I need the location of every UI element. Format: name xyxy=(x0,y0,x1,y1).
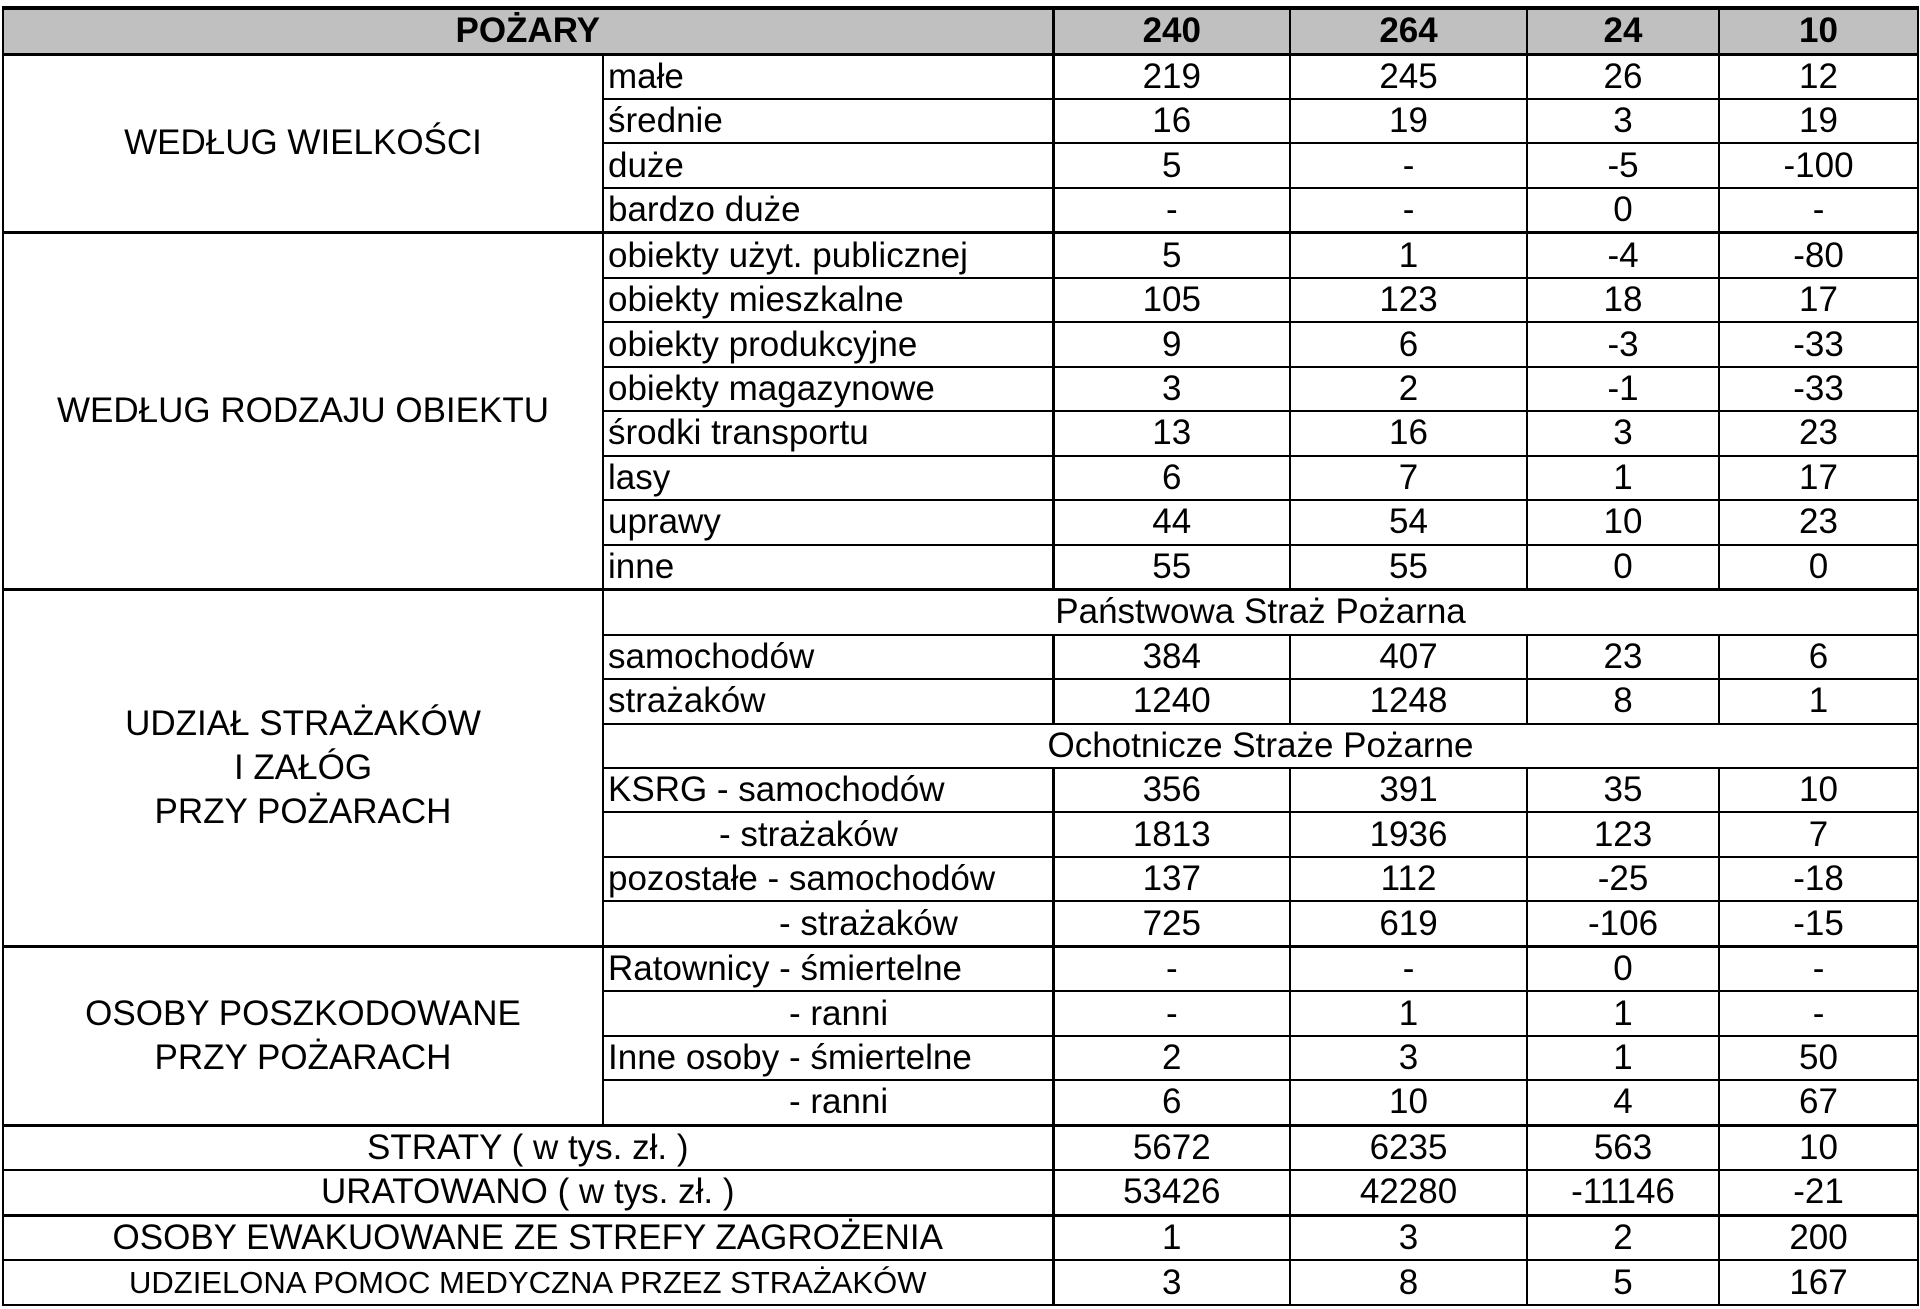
cell-value: 53426 xyxy=(1053,1170,1290,1215)
cell-value: -5 xyxy=(1527,143,1719,187)
cell-value: 0 xyxy=(1527,545,1719,590)
row-label: pozostałe - samochodów xyxy=(603,857,1053,901)
cell-value: 17 xyxy=(1719,278,1918,322)
header-value: 24 xyxy=(1527,8,1719,54)
total-label: URATOWANO ( w tys. zł. ) xyxy=(3,1170,1053,1215)
cell-value: 123 xyxy=(1290,278,1527,322)
cell-value: 1936 xyxy=(1290,812,1527,856)
section-title-line: PRZY POŻARACH xyxy=(154,1037,452,1077)
row-label: uprawy xyxy=(603,500,1053,544)
cell-value: 26 xyxy=(1527,54,1719,99)
cell-value: 10 xyxy=(1719,1125,1918,1170)
cell-value: 137 xyxy=(1053,857,1290,901)
cell-value: 391 xyxy=(1290,768,1527,812)
header-value: 10 xyxy=(1719,8,1918,54)
section-title-line: PRZY POŻARACH xyxy=(154,791,452,831)
row-label: - strażaków xyxy=(603,812,1053,856)
cell-value: 54 xyxy=(1290,500,1527,544)
row-label: KSRG - samochodów xyxy=(603,768,1053,812)
cell-value: 5 xyxy=(1053,233,1290,278)
cell-value: 619 xyxy=(1290,901,1527,946)
section-title-line: OSOBY POSZKODOWANE xyxy=(85,993,521,1033)
table-row xyxy=(3,590,1918,635)
cell-value: 3 xyxy=(1527,411,1719,455)
row-label: obiekty użyt. publicznej xyxy=(603,233,1053,278)
cell-value: 725 xyxy=(1053,901,1290,946)
cell-value: 0 xyxy=(1527,188,1719,233)
cell-value: 23 xyxy=(1719,411,1918,455)
cell-value: 2 xyxy=(1290,367,1527,411)
cell-value: -18 xyxy=(1719,857,1918,901)
cell-value: 19 xyxy=(1719,99,1918,143)
cell-value: 6 xyxy=(1053,456,1290,500)
cell-value: 112 xyxy=(1290,857,1527,901)
section-title-line: UDZIAŁ STRAŻAKÓW xyxy=(125,703,481,743)
cell-value: - xyxy=(1290,188,1527,233)
cell-value: 384 xyxy=(1053,635,1290,679)
header-label: POŻARY xyxy=(3,8,1053,54)
row-label: - ranni xyxy=(603,991,1053,1035)
cell-value: 1 xyxy=(1053,1215,1290,1260)
cell-value: - xyxy=(1053,991,1290,1035)
cell-value: 407 xyxy=(1290,635,1527,679)
fire-statistics-table xyxy=(2,6,1919,1306)
cell-value: -21 xyxy=(1719,1170,1918,1215)
cell-value: -3 xyxy=(1527,322,1719,366)
cell-value: 3 xyxy=(1527,99,1719,143)
cell-value: 18 xyxy=(1527,278,1719,322)
cell-value: 7 xyxy=(1290,456,1527,500)
cell-value: 1 xyxy=(1290,991,1527,1035)
cell-value: - xyxy=(1719,991,1918,1035)
cell-value: 1248 xyxy=(1290,679,1527,723)
row-label: duże xyxy=(603,143,1053,187)
table-row xyxy=(3,1260,1918,1305)
row-label: obiekty mieszkalne xyxy=(603,278,1053,322)
cell-value: 6 xyxy=(1290,322,1527,366)
cell-value: -25 xyxy=(1527,857,1719,901)
cell-value: 1813 xyxy=(1053,812,1290,856)
cell-value: 9 xyxy=(1053,322,1290,366)
table-row xyxy=(3,233,1918,278)
cell-value: 10 xyxy=(1290,1080,1527,1125)
section-title-injured xyxy=(3,946,603,1125)
cell-value: 1 xyxy=(1290,233,1527,278)
section-title-size: WEDŁUG WIELKOŚCI xyxy=(3,54,603,233)
cell-value: 16 xyxy=(1053,99,1290,143)
cell-value: -33 xyxy=(1719,322,1918,366)
cell-value: 6235 xyxy=(1290,1125,1527,1170)
table-row xyxy=(3,1170,1918,1215)
cell-value: 1 xyxy=(1527,991,1719,1035)
cell-value: 17 xyxy=(1719,456,1918,500)
cell-value: 3 xyxy=(1053,1260,1290,1305)
cell-value: -15 xyxy=(1719,901,1918,946)
cell-value: -33 xyxy=(1719,367,1918,411)
cell-value: - xyxy=(1290,143,1527,187)
total-label: STRATY ( w tys. zł. ) xyxy=(3,1125,1053,1170)
row-label: obiekty produkcyjne xyxy=(603,322,1053,366)
table-row xyxy=(3,1125,1918,1170)
cell-value: 245 xyxy=(1290,54,1527,99)
cell-value: 67 xyxy=(1719,1080,1918,1125)
header-value: 264 xyxy=(1290,8,1527,54)
total-label: OSOBY EWAKUOWANE ZE STREFY ZAGROŻENIA xyxy=(3,1215,1053,1260)
cell-value: -1 xyxy=(1527,367,1719,411)
cell-value: 6 xyxy=(1719,635,1918,679)
cell-value: 3 xyxy=(1053,367,1290,411)
cell-value: 19 xyxy=(1290,99,1527,143)
row-label: strażaków xyxy=(603,679,1053,723)
cell-value: 23 xyxy=(1719,500,1918,544)
row-label: inne xyxy=(603,545,1053,590)
subgroup-osp: Ochotnicze Straże Pożarne xyxy=(603,724,1918,768)
cell-value: 10 xyxy=(1527,500,1719,544)
cell-value: - xyxy=(1719,188,1918,233)
cell-value: 12 xyxy=(1719,54,1918,99)
row-label: samochodów xyxy=(603,635,1053,679)
cell-value: 5 xyxy=(1527,1260,1719,1305)
header-value: 240 xyxy=(1053,8,1290,54)
row-label: bardzo duże xyxy=(603,188,1053,233)
subgroup-psp: Państwowa Straż Pożarna xyxy=(603,590,1918,635)
cell-value: 3 xyxy=(1290,1215,1527,1260)
cell-value: 8 xyxy=(1290,1260,1527,1305)
cell-value: 219 xyxy=(1053,54,1290,99)
cell-value: 16 xyxy=(1290,411,1527,455)
section-title-firefighters xyxy=(3,590,603,947)
row-label: Inne osoby - śmiertelne xyxy=(603,1036,1053,1080)
cell-value: -100 xyxy=(1719,143,1918,187)
section-title-line: I ZAŁÓG xyxy=(233,747,373,787)
cell-value: 55 xyxy=(1053,545,1290,590)
table-row xyxy=(3,54,1918,99)
cell-value: 1240 xyxy=(1053,679,1290,723)
cell-value: 563 xyxy=(1527,1125,1719,1170)
table-row xyxy=(3,1215,1918,1260)
cell-value: 2 xyxy=(1527,1215,1719,1260)
cell-value: 35 xyxy=(1527,768,1719,812)
cell-value: 6 xyxy=(1053,1080,1290,1125)
row-label: - strażaków xyxy=(603,901,1053,946)
section-title-object: WEDŁUG RODZAJU OBIEKTU xyxy=(3,233,603,590)
cell-value: - xyxy=(1290,946,1527,991)
cell-value: 0 xyxy=(1527,946,1719,991)
cell-value: 1 xyxy=(1719,679,1918,723)
row-label: małe xyxy=(603,54,1053,99)
cell-value: 1 xyxy=(1527,456,1719,500)
cell-value: 55 xyxy=(1290,545,1527,590)
cell-value: - xyxy=(1053,188,1290,233)
cell-value: 4 xyxy=(1527,1080,1719,1125)
cell-value: 356 xyxy=(1053,768,1290,812)
cell-value: 123 xyxy=(1527,812,1719,856)
cell-value: 44 xyxy=(1053,500,1290,544)
row-label: - ranni xyxy=(603,1080,1053,1125)
cell-value: 200 xyxy=(1719,1215,1918,1260)
cell-value: 1 xyxy=(1527,1036,1719,1080)
cell-value: 7 xyxy=(1719,812,1918,856)
cell-value: 3 xyxy=(1290,1036,1527,1080)
cell-value: 10 xyxy=(1719,768,1918,812)
total-label: UDZIELONA POMOC MEDYCZNA PRZEZ STRAŻAKÓW xyxy=(3,1260,1053,1305)
cell-value: 8 xyxy=(1527,679,1719,723)
cell-value: 50 xyxy=(1719,1036,1918,1080)
cell-value: - xyxy=(1719,946,1918,991)
row-label: średnie xyxy=(603,99,1053,143)
cell-value: 105 xyxy=(1053,278,1290,322)
cell-value: 5672 xyxy=(1053,1125,1290,1170)
cell-value: 42280 xyxy=(1290,1170,1527,1215)
cell-value: 5 xyxy=(1053,143,1290,187)
row-label: obiekty magazynowe xyxy=(603,367,1053,411)
cell-value: 23 xyxy=(1527,635,1719,679)
cell-value: 13 xyxy=(1053,411,1290,455)
row-label: Ratownicy - śmiertelne xyxy=(603,946,1053,991)
cell-value: 2 xyxy=(1053,1036,1290,1080)
cell-value: -4 xyxy=(1527,233,1719,278)
table-row xyxy=(3,946,1918,991)
table-header-row xyxy=(3,8,1918,54)
cell-value: 0 xyxy=(1719,545,1918,590)
row-label: środki transportu xyxy=(603,411,1053,455)
row-label: lasy xyxy=(603,456,1053,500)
cell-value: -11146 xyxy=(1527,1170,1719,1215)
cell-value: -80 xyxy=(1719,233,1918,278)
cell-value: - xyxy=(1053,946,1290,991)
cell-value: 167 xyxy=(1719,1260,1918,1305)
cell-value: -106 xyxy=(1527,901,1719,946)
